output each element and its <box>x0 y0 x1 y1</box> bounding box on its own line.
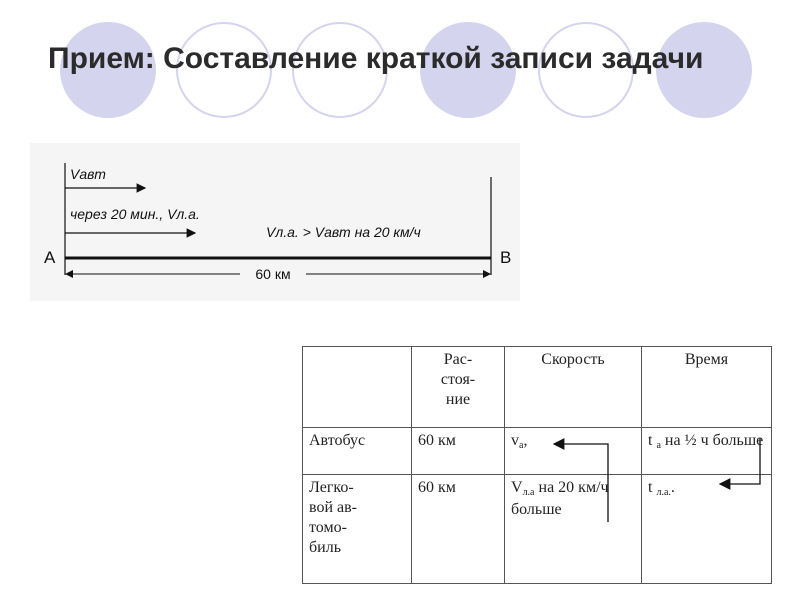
row-distance: 60 км <box>412 475 505 584</box>
row-speed <box>505 428 642 475</box>
header-speed: Скорость <box>505 347 642 428</box>
row-name: Автобус <box>303 428 412 475</box>
time-subscript: л.а. <box>656 487 671 498</box>
speed-text: , <box>523 432 528 449</box>
bus-speed-label: Vавт <box>70 166 106 182</box>
motion-diagram-svg <box>30 143 520 301</box>
table-row-bus <box>303 428 772 475</box>
table-header-row <box>303 347 772 428</box>
speed-subscript: а <box>519 440 524 451</box>
point-a-label: А <box>44 248 56 267</box>
time-symbol: t <box>648 479 657 496</box>
header-cell-empty <box>303 347 412 428</box>
row-time <box>642 428 772 475</box>
slide-title: Прием: Составление краткой записи задачи <box>48 42 704 75</box>
time-text: . <box>670 479 675 496</box>
time-text: на ½ ч больше <box>660 432 764 449</box>
time-subscript: а <box>656 440 661 451</box>
speed-text: на 20 км/ч больше <box>511 479 609 518</box>
speed-relation-label: Vл.а. > Vавт на 20 км/ч <box>266 224 421 240</box>
row-name: Легко- вой ав- томо- биль <box>303 475 412 584</box>
row-speed <box>505 475 642 584</box>
table-row-car <box>303 475 772 584</box>
header-distance: Рас- стоя- ние <box>412 347 505 428</box>
row-distance: 60 км <box>412 428 505 475</box>
motion-diagram <box>30 143 520 301</box>
speed-symbol: v <box>511 432 519 449</box>
car-label: через 20 мин., Vл.а. <box>70 206 200 222</box>
summary-table <box>302 346 772 584</box>
row-time <box>642 475 772 584</box>
summary-table-wrap <box>302 346 772 584</box>
time-symbol: t <box>648 432 657 449</box>
point-b-label: В <box>500 248 512 267</box>
header-time: Время <box>642 347 772 428</box>
speed-subscript: л.а <box>522 487 535 498</box>
speed-symbol: V <box>511 479 523 496</box>
distance-label: 60 км <box>255 266 291 282</box>
